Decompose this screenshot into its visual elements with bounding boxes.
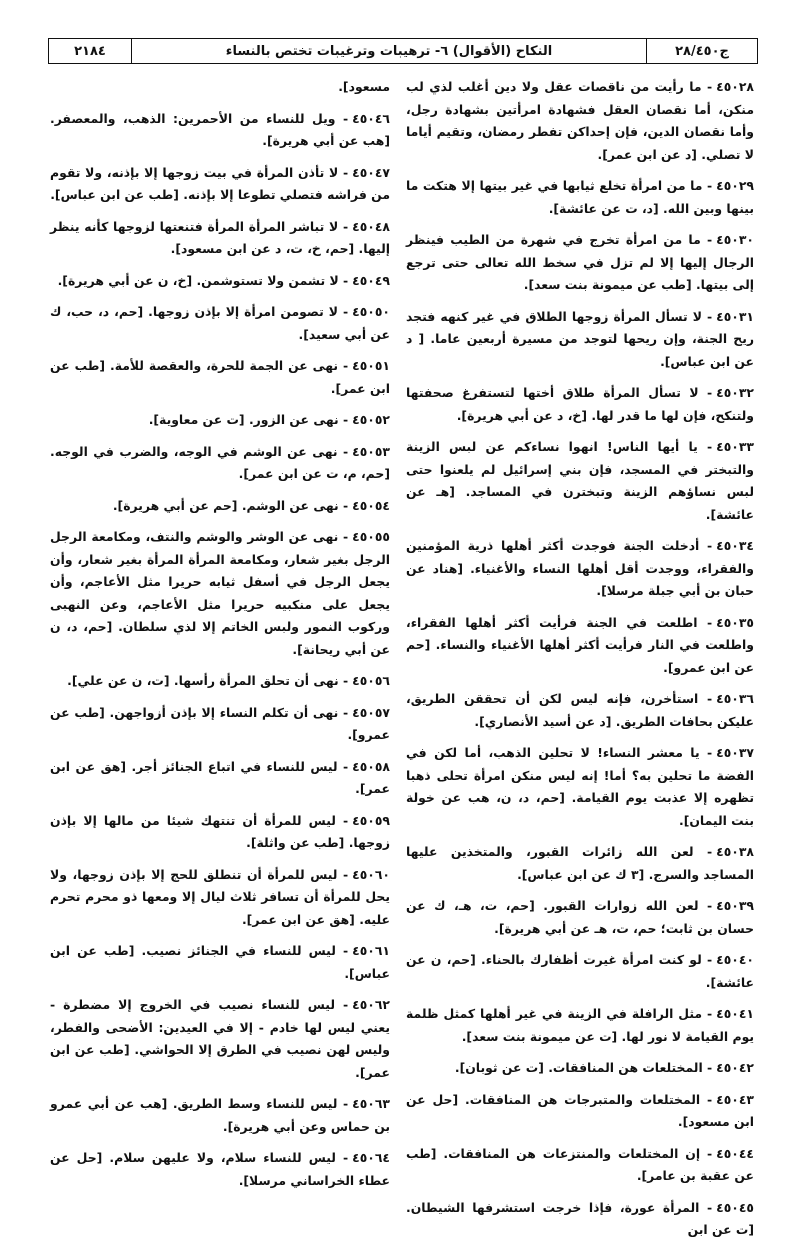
hadith-entry: ٤٥٠٣٢- لا تسأل المرأة طلاق أختها لتستفرغ صحفتها ولتنكح، فإن لها ما قدر لها. [خ، د عن أبي هريرة]. [406,385,754,423]
hadith-source: [هب عن أبي هريرة]. [262,133,390,148]
hadith-number: ٤٥٠٤٨ [352,218,390,234]
hadith-entry: ٤٥٠٦٤- ليس للنساء سلام، ولا عليهن سلام. [حل عن عطاء الخراساني مرسلا]. [50,1150,390,1188]
hadith-source: [حم، م، ت عن ابن عمر]. [238,466,390,481]
hadith-source: [هـ عن عائشة]. [406,484,754,522]
right-column [406,76,754,1251]
hadith-number: ٤٥٠٥٢ [352,412,390,427]
hadith-number: ٤٥٠٣٤ [716,538,754,553]
hadith-entry: ٤٥٠٥٩- ليس للمرأة أن تنتهك شيئا من مالها إلا بإذن زوجها. [طب عن واثلة]. [50,812,390,850]
hadith-text: ليس للنساء في الجنائز نصيب. [141,943,336,958]
hadith-number: ٤٥٠٦٤ [352,1150,390,1165]
hadith-source: [طب عن عقبة بن عامر]. [406,1145,754,1183]
hadith-source: [حم، د، ن عن أبي ريحانة]. [50,619,390,657]
hadith-text: المختلعات هن المنافقات. [548,1060,703,1075]
hadith-number: ٤٥٠٤٥ [716,1199,754,1215]
hadith-text: ما من امرأة تخرج في شهرة من الطيب فينظر الرجال إليها إلا لم تزل في سخط الله تعالى حتى ترجع إلى بيتها. [406,232,754,292]
hadith-text: مثل الرافلة في الزينة في غير أهلها كمثل ظلمة يوم القيامة لا نور لها. [406,1006,754,1044]
hadith-number: ٤٥٠٥٦ [352,673,390,688]
hadith-number: ٤٥٠٤٣ [716,1091,754,1107]
hadith-text: ليس للنساء في اتباع الجنائز أجر. [131,758,338,774]
hadith-source: [خ، ن عن أبي هريرة]. [57,272,193,288]
hadith-entry: ٤٥٠٤٦- ويل للنساء من الأحمرين: الذهب، والمعصفر. [هب عن أبي هريرة]. [50,110,390,148]
hadith-text: لعن الله زائرات القبور، والمتخذين عليها المساجد والسرج. [406,844,754,882]
hadith-text: ويل للنساء من الأحمرين: الذهب، والمعصفر. [50,110,336,126]
hadith-entry: ٤٥٠٤٣- المختلعات والمتبرجات هن المنافقات. [حل عن ابن مسعود]. [406,1091,754,1129]
hadith-number: ٤٥٠٥١ [352,358,390,373]
hadith-number: ٤٥٠٥٣ [352,443,390,459]
hadith-number: ٤٥٠٥٧ [352,704,390,720]
hadith-number: ٤٥٠٢٩ [716,178,754,193]
hadith-number: ٤٥٠٦٣ [352,1096,390,1111]
hadith-text: نهى عن الوشم. [241,497,339,513]
hadith-text: لو كنت امرأة غيرت أظفارك بالحناء. [481,952,702,967]
hadith-number: ٤٥٠٣٧ [716,745,754,760]
hadith-entry: ٤٥٠٥٥- نهى عن الوشر والوشم والنتف، ومكامعة الرجل الرجل بغير شعار، ومكامعة المرأة المرأة بغير شعار، وأن يجعل الرجل في أسفل ثيابه حريرا مثل الأعاجم، وأن يجعل على منكبيه حريرا مثل الأعاجم، وعن النهبى وركوب النمور ولبس الخاتم إلا لذي سلطان. [حم، د، ن عن أبي ريحانة]. [50,529,390,657]
hadith-number: ٤٥٠٤٢ [716,1060,754,1075]
hadith-source: [ د عن ابن عباس]. [406,331,754,369]
hadith-text: نهى أن تحلق المرأة رأسها. [173,673,339,688]
hadith-source: [حم، د، ن، هب عن خولة بنت اليمان]. [406,790,754,828]
hadith-source: [٣ ك عن ابن عباس]. [517,866,645,882]
hadith-text: لا تسأل المرأة زوجها الطلاق في غير كنهه فتجد ريح الجنة، وإن ريحها لتوجد من مسيرة أربعين عاما. [406,308,754,346]
hadith-entry: ٤٥٠٥٢- نهى عن الزور. [ت عن معاوية]. [148,412,390,427]
hadith-entry: ٤٥٠٥٤- نهى عن الوشم. [حم عن أبي هريرة]. [112,497,390,513]
hadith-entry: ٤٥٠٤٨- لا تباشر المرأة المرأة فتنعتها لزوجها كأنه ينظر إليها. [حم، خ، ت، د عن ابن مسعود]. [50,218,390,256]
hadith-entry: ٤٥٠٥٣- نهى عن الوشم في الوجه، والضرب في الوجه. [حم، م، ت عن ابن عمر]. [50,443,390,481]
hadith-entry: ٤٥٠٤٧- لا تأذن المرأة في بيت زوجها إلا بإذنه، ولا تقوم من فراشه فتصلي تطوعا إلا بإذنه. [طب عن ابن عباس]. [50,164,390,202]
hadith-text: لا تسأل المرأة طلاق أختها لتستفرغ صحفتها ولتنكح، فإن لها ما قدر لها. [406,385,754,423]
hadith-text: يا أيها الناس! انهوا نساءكم عن لبس الزينة والتبختر في المسجد، فإن بني إسرائيل لم يلعنوا حتى لبس نساؤهم الزينة وتبخترن في المساجد. [406,439,754,499]
hadith-source: [طب عن ابن عمر]. [50,358,390,396]
hadith-text: ليس للنساء وسط الطريق. [172,1096,338,1111]
volume-label: ج٢٨/٤٥٠ [675,43,729,59]
hadith-entry: ٤٥٠٢٩- ما من امرأة تخلع ثيابها في غير بيتها إلا هتكت ما بينها وبين الله. [د، ت عن عائشة]. [406,178,754,216]
hadith-entry: ٤٥٠٦١- ليس للنساء في الجنائز نصيب. [طب عن ابن عباس]. [50,943,390,981]
hadith-source: [حم عن ابن عمرو]. [406,637,754,675]
hadith-text: ليس للمرأة أن تنطلق للحج إلا بإذن زوجها، ولا يحل للمرأة أن تسافر ثلاث ليال إلا ومعها ذو محرم تحرم عليه. [50,866,390,927]
hadith-entry: ٤٥٠٣٤- أدخلت الجنة فوجدت أكثر أهلها ذرية المؤمنين والفقراء، ووجدت أقل أهلها النساء والأغنياء. [هناد عن حبان بن أبي جبلة مرسلا]. [406,538,754,598]
hadith-source: [ت عن ابن [687,1222,754,1237]
hadith-text: لا تباشر المرأة المرأة فتنعتها لزوجها كأنه ينظر إليها. [50,218,390,256]
hadith-number: ٤٥٠٥٥ [352,529,390,544]
hadith-entry: ٤٥٠٣٨- لعن الله زائرات القبور، والمتخذين عليها المساجد والسرج. [٣ ك عن ابن عباس]. [406,844,754,882]
hadith-source: [حم عن أبي هريرة]. [112,497,238,513]
hadith-source: [ت عن معاوية]. [148,412,245,427]
hadith-text: استأخرن، فإنه ليس لكن أن تحققن الطريق، عليكن بحافات الطريق. [406,691,754,729]
hadith-entry: ٤٥٠٤٩- لا تشمن ولا تستوشمن. [خ، ن عن أبي هريرة]. [57,272,390,288]
hadith-entry: ٤٥٠٤٠- لو كنت امرأة غيرت أظفارك بالحناء. [حم، ن عن عائشة]. [406,952,754,990]
hadith-number: ٤٥٠٣١ [716,308,754,324]
hadith-entry: ٤٥٠٥٠- لا تصومن امرأة إلا بإذن زوجها. [حم، د، حب، ك عن أبي سعيد]. [50,304,390,342]
hadith-entry: ٤٥٠٥٧- نهى أن تكلم النساء إلا بإذن أزواجهن. [طب عن عمرو]. [50,704,390,742]
hadith-entry: ٤٥٠٢٨- ما رأيت من ناقصات عقل ولا دين أغلب لذي لب منكن، أما نقصان العقل فشهادة امرأتين بشهادة رجل، وأما نقصان الدين، فإن إحداكن تفطر رمضان، وتقيم أياما لا تصلي. [د عن ابن عمر]. [406,79,754,162]
hadith-source: [حم، ت، هـ، ك عن حسان بن ثابت؛ حم، ت، هـ عن أبي هريرة]. [406,898,754,936]
hadith-source: [طب عن واثلة]. [246,835,345,850]
hadith-number: ٤٥٠٣٢ [716,385,754,400]
hadith-source: [هق عن ابن عمر]. [50,758,390,796]
hadith-text: المختلعات والمتبرجات هن المنافقات. [464,1091,701,1107]
hadith-source: [حم، خ، ت، د عن ابن مسعود]. [170,241,355,256]
hadith-text: ليس للنساء سلام، ولا عليهن سلام. [109,1150,336,1165]
hadith-number: ٤٥٠٤٤ [716,1145,754,1161]
hadith-source: [طب عن ابن عباس]. [50,187,179,202]
hadith-text: المرأة عورة، فإذا خرجت استشرفها الشيطان. [406,1199,700,1215]
hadith-entry: ٤٥٠٦٠- ليس للمرأة أن تنطلق للحج إلا بإذن زوجها، ولا يحل للمرأة أن تسافر ثلاث ليال إلا ومعها ذو محرم تحرم عليه. [هق عن ابن عمر]. [50,866,390,927]
hadith-source: [حل عن ابن مسعود]. [406,1091,754,1129]
hadith-number: ٤٥٠٣٠ [716,232,754,247]
hadith-source: [حل عن عطاء الخراساني مرسلا]. [50,1150,390,1188]
hadith-text: ما رأيت من ناقصات عقل ولا دين أغلب لذي لب منكن، أما نقصان العقل فشهادة امرأتين بشهادة رجل، وأما نقصان الدين، فإن إحداكن تفطر رمضان، وتقيم أياما لا تصلي. [406,79,754,162]
hadith-number: ٤٥٠٥٩ [352,812,390,828]
hadith-entry: ٤٥٠٥٦- نهى أن تحلق المرأة رأسها. [ت، ن عن علي]. [67,673,390,688]
hadith-entry: ٤٥٠٤٢- المختلعات هن المنافقات. [ت عن ثوبان]. [454,1060,754,1075]
hadith-number: ٤٥٠٣٩ [716,898,754,913]
hadith-source: [ت عن ميمونة بنت سعد]. [461,1028,618,1044]
left-column [50,76,390,1201]
hadith-text: لا تأذن المرأة في بيت زوجها إلا بإذنه، ولا تقوم من فراشه فتصلي تطوعا إلا بإذنه. [50,164,390,202]
hadith-entry: ٤٥٠٤٤- إن المختلعات والمنتزعات هن المنافقات. [طب عن عقبة بن عامر]. [406,1145,754,1183]
hadith-entry: ٤٥٠٣٠- ما من امرأة تخرج في شهرة من الطيب فينظر الرجال إليها إلا لم تزل في سخط الله تعالى حتى ترجع إلى بيتها. [طب عن ميمونة بنت سعد]. [406,232,754,292]
hadith-source: [هناد عن حبان بن أبي جبلة مرسلا]. [406,560,754,598]
hadith-text: اطلعت في الجنة فرأيت أكثر أهلها الفقراء، واطلعت في النار فرأيت أكثر أهلها الأغنياء والنساء. [406,614,754,652]
hadith-number: ٤٥٠٣٦ [716,691,754,706]
hadith-text: لا تشمن ولا تستوشمن. [196,272,339,288]
hadith-entry: ٤٥٠٣١- لا تسأل المرأة زوجها الطلاق في غير كنهه فتجد ريح الجنة، وإن ريحها لتوجد من مسيرة أربعين عاما. [ د عن ابن عباس]. [406,308,754,369]
hadith-text: نهى عن الوشر والوشم والنتف، ومكامعة الرجل الرجل بغير شعار، ومكامعة المرأة المرأة بغير شعار، وأن يجعل الرجل في أسفل ثيابه حريرا مثل الأعاجم، وأن يجعل على منكبيه حريرا مثل الأعاجم، وعن النهبى وركوب النمور ولبس الخاتم إلا لذي سلطان. [50,529,390,634]
hadith-entry: ٤٥٠٣٦- استأخرن، فإنه ليس لكن أن تحققن الطريق، عليكن بحافات الطريق. [د عن أسيد الأنصاري]. [406,691,754,729]
page-header [48,38,758,64]
hadith-text: ليس للنساء نصيب في الخروج إلا مضطرة - يعني ليس لها خادم - إلا في العيدين: الأضحى والفطر، وليس لهن نصيب في الطرق إلا الحواشي. [50,997,390,1057]
hadith-number: ٤٥٠٣٣ [716,439,754,454]
hadith-number: ٤٥٠٢٨ [716,79,754,94]
hadith-source: [طب عن عمرو]. [50,704,390,742]
hadith-number: ٤٥٠٦٢ [352,997,390,1012]
hadith-source: [طب عن ابن عمر]. [50,1042,390,1080]
hadith-entry: ٤٥٠٣٧- يا معشر النساء! لا تحلين الذهب، أما لكن في الفضة ما تحلين به؟ أما! إنه ليس منكن امرأة تحلى ذهبا تظهره إلا عذبت يوم القيامة. [حم، د، ن، هب عن خولة بنت اليمان]. [406,745,754,828]
hadith-entry: ٤٥٠٦٣- ليس للنساء وسط الطريق. [هب عن أبي عمرو بن حماس وعن أبي هريرة]. [50,1096,390,1134]
hadith-text: لعن الله زوارات القبور. [543,898,699,913]
hadith-number: ٤٥٠٣٥ [716,614,754,630]
hadith-number: ٤٥٠٣٨ [716,844,754,859]
hadith-entry: ٤٥٠٥١- نهى عن الجمة للحرة، والعقصة للأمة. [طب عن ابن عمر]. [50,358,390,396]
hadith-source: [طب عن ابن عباس]. [50,943,390,981]
hadith-text: أدخلت الجنة فوجدت أكثر أهلها ذرية المؤمنين والفقراء، ووجدت أقل أهلها النساء والأغنياء. [406,538,754,576]
hadith-text: ما من امرأة تخلع ثيابها في غير بيتها إلا هتكت ما بينها وبين الله. [406,178,754,216]
hadith-source: [خ، د عن أبي هريرة]. [456,407,588,423]
hadith-number: ٤٥٠٥٠ [352,304,390,319]
hadith-source: [د، ت عن عائشة]. [548,200,659,216]
hadith-entry: ٤٥٠٣٩- لعن الله زوارات القبور. [حم، ت، هـ، ك عن حسان بن ثابت؛ حم، ت، هـ عن أبي هريرة]. [406,898,754,936]
hadith-entry: ٤٥٠٤١- مثل الرافلة في الزينة في غير أهلها كمثل ظلمة يوم القيامة لا نور لها. [ت عن ميمونة بنت سعد]. [406,1006,754,1044]
hadith-source: [ت، ن عن علي]. [67,673,170,688]
hadith-number: ٤٥٠٦٠ [352,866,390,882]
hadith-text: نهى عن الوشم في الوجه، والضرب في الوجه. [50,443,338,459]
hadith-number: ٤٥٠٥٤ [352,497,390,513]
hadith-source: [د عن ابن عمر]. [597,146,697,162]
hadith-text: إن المختلعات والمنتزعات هن المنافقات. [443,1145,701,1161]
hadith-source: مسعود]. [338,79,390,94]
hadith-number: ٤٥٠٤٧ [352,164,390,180]
hadith-text: ليس للمرأة أن تنتهك شيئا من مالها إلا بإذن زوجها. [50,812,390,850]
hadith-entry: ٤٥٠٥٨- ليس للنساء في اتباع الجنائز أجر. [هق عن ابن عمر]. [50,758,390,796]
hadith-source: [ت عن ثوبان]. [454,1060,544,1075]
hadith-source: [حم، د، حب، ك عن أبي سعيد]. [50,304,390,342]
hadith-source: [د عن أسيد الأنصاري]. [474,713,612,729]
page-number: ٢١٨٤ [49,39,132,63]
hadith-number: ٤٥٠٤٠ [716,952,754,967]
hadith-text: نهى عن الجمة للحرة، والعقصة للأمة. [110,358,339,373]
hadith-text: يا معشر النساء! لا تحلين الذهب، أما لكن في الفضة ما تحلين به؟ أما! إنه ليس منكن امرأة تحلى ذهبا تظهره إلا عذبت يوم القيامة. [406,745,754,805]
hadith-number: ٤٥٠٥٨ [352,758,390,774]
hadith-source: [طب عن ميمونة بنت سعد]. [523,277,692,292]
hadith-entry [50,76,390,99]
hadith-entry: ٤٥٠٤٥- المرأة عورة، فإذا خرجت استشرفها الشيطان. [ت عن ابن [406,1199,754,1237]
hadith-number: ٤٥٠٤٦ [352,110,390,126]
hadith-entry: ٤٥٠٣٣- يا أيها الناس! انهوا نساءكم عن لبس الزينة والتبختر في المسجد، فإن بني إسرائيل لم يلعنوا حتى لبس نساؤهم الزينة وتبخترن في المساجد. [هـ عن عائشة]. [406,439,754,522]
hadith-entry: ٤٥٠٦٢- ليس للنساء نصيب في الخروج إلا مضطرة - يعني ليس لها خادم - إلا في العيدين: الأضحى والفطر، وليس لهن نصيب في الطرق إلا الحواشي. [طب عن ابن عمر]. [50,997,390,1080]
hadith-number: ٤٥٠٤١ [716,1006,754,1021]
hadith-source: [هق عن ابن عمر]. [241,911,355,927]
hadith-source: [حم، ن عن عائشة]. [406,952,754,990]
hadith-entry: ٤٥٠٣٥- اطلعت في الجنة فرأيت أكثر أهلها الفقراء، واطلعت في النار فرأيت أكثر أهلها الأغنياء والنساء. [حم عن ابن عمرو]. [406,614,754,675]
hadith-text: نهى عن الزور. [248,412,339,427]
hadith-text: لا تصومن امرأة إلا بإذن زوجها. [148,304,339,319]
hadith-number: ٤٥٠٦١ [352,943,390,958]
hadith-text: نهى أن تكلم النساء إلا بإذن أزواجهن. [109,704,339,720]
section-title: النكاح (الأقوال) ٦- ترهيبات وترغيبات تختص بالنساء [132,39,647,63]
hadith-source: [هب عن أبي عمرو بن حماس وعن أبي هريرة]. [50,1096,390,1134]
hadith-number: ٤٥٠٤٩ [352,272,390,288]
